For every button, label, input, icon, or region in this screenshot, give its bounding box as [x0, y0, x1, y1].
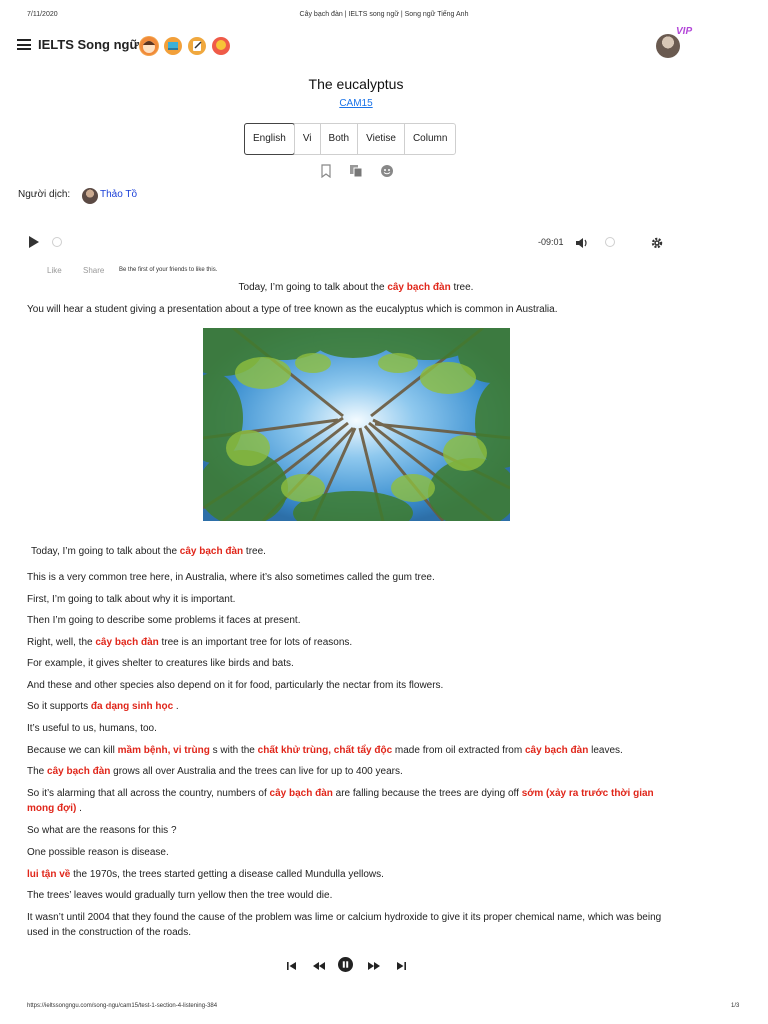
- tab-vi[interactable]: Vi: [294, 124, 320, 154]
- highlight-term[interactable]: cây bạch đàn: [387, 282, 451, 293]
- highlight-term[interactable]: lui tận về: [27, 869, 71, 880]
- highlight-term[interactable]: đa dạng sinh học: [90, 701, 174, 712]
- memo-emoji-icon: [187, 36, 207, 56]
- summary-sentence: You will hear a student giving a presentation about a type of tree known as the eucalyptus which is common in Australia.: [27, 304, 558, 315]
- sentence-17: It wasn’t until 2004 that they found the cause of the problem was lime or calcium hydroxide to give it its proper chemical name, which was being used in the construction of the roads.: [27, 912, 662, 938]
- copy-icon[interactable]: [349, 164, 363, 178]
- sentence-15: lui tận về the 1970s, the trees started getting a disease called Mundulla yellows.: [27, 869, 384, 880]
- bookmark-icon[interactable]: [319, 164, 333, 178]
- sentence-13: So what are the reasons for this ?: [27, 825, 177, 836]
- sentence-16: The trees’ leaves would gradually turn yellow then the tree would die.: [27, 890, 333, 901]
- sentence-5: Right, well, the cây bạch đàn tree is an important tree for lots of reasons.: [27, 637, 353, 648]
- highlight-term[interactable]: cây bạch đàn: [179, 546, 244, 557]
- translator-avatar[interactable]: [82, 188, 98, 204]
- article-title: The eucalyptus: [308, 76, 404, 92]
- sentence-4: Then I’m going to describe some problems it faces at present.: [27, 615, 301, 626]
- skip-next-icon[interactable]: [395, 959, 407, 977]
- sentence-8: So it supports đa dạng sinh học .: [27, 701, 179, 712]
- sentence-12: So it’s alarming that all across the country, numbers of cây bạch đàn are falling because the trees are dying off sớm (xảy ra trước thời gian mong đợi) .: [27, 788, 654, 814]
- eucalyptus-photo: [203, 328, 510, 521]
- pause-icon[interactable]: [338, 957, 353, 977]
- audio-time: -09:01: [538, 237, 564, 247]
- rewind-icon[interactable]: [312, 959, 326, 977]
- highlight-term[interactable]: cây bạch đàn: [269, 788, 333, 799]
- highlight-term[interactable]: sớm (xảy ra trước thời gian mong đợi): [27, 788, 654, 814]
- user-avatar[interactable]: [656, 34, 680, 58]
- highlight-term[interactable]: mầm bệnh, vi trùng: [117, 745, 210, 756]
- intro-sentence: Today, I’m going to talk about the cây bạch đàn tree.: [238, 282, 474, 293]
- sentence-9: It’s useful to us, humans, too.: [27, 723, 157, 734]
- sentence-7: And these and other species also depend on it for food, particularly the nectar from its flowers.: [27, 680, 444, 691]
- highlight-term[interactable]: chất khử trùng, chất tẩy độc: [257, 745, 393, 756]
- volume-icon[interactable]: [575, 236, 589, 248]
- sentence-14: One possible reason is disease.: [27, 847, 169, 858]
- sentence-10: Because we can kill mầm bệnh, vi trùng s with the chất khử trùng, chất tẩy độc made from oil extracted from cây bạch đàn leaves.: [27, 745, 623, 756]
- highlight-term[interactable]: cây bạch đàn: [524, 745, 589, 756]
- highlight-term[interactable]: cây bạch đàn: [95, 637, 159, 648]
- fb-share-button[interactable]: Share: [83, 266, 105, 275]
- language-tabs: [244, 123, 456, 155]
- sentence-11: The cây bạch đàn grows all over Australia and the trees can live for up to 400 years.: [27, 766, 403, 777]
- sentence-6: For example, it gives shelter to creatures like birds and bats.: [27, 658, 294, 669]
- fast-forward-icon[interactable]: [367, 959, 381, 977]
- tab-vietise[interactable]: Vietise: [357, 124, 404, 154]
- volume-slider-handle[interactable]: [605, 237, 615, 247]
- tab-both[interactable]: Both: [320, 124, 358, 154]
- sentence-3: First, I’m going to talk about why it is important.: [27, 594, 236, 605]
- print-date: 7/11/2020: [27, 11, 58, 18]
- hamburger-menu-icon[interactable]: [17, 39, 31, 50]
- fb-like-note: Be the first of your friends to like this.: [119, 267, 218, 273]
- light-emoji-icon: [211, 36, 231, 56]
- highlight-term[interactable]: cây bạch đàn: [47, 766, 111, 777]
- seek-slider-handle[interactable]: [52, 237, 62, 247]
- book-emoji-icon: [163, 36, 183, 56]
- play-icon[interactable]: [29, 236, 39, 248]
- girl-emoji-icon: [139, 36, 159, 56]
- vip-badge: VIP: [676, 26, 693, 37]
- print-doc-title: Cây bạch đàn | IELTS song ngữ | Song ngữ Tiếng Anh: [299, 11, 469, 18]
- site-brand[interactable]: IELTS Song ngữ: [38, 37, 139, 52]
- tab-column[interactable]: Column: [404, 124, 455, 154]
- footer-page-number: 1/3: [731, 1003, 740, 1009]
- sentence-2: This is a very common tree here, in Australia, where it’s also sometimes called the gum tree.: [27, 572, 435, 583]
- emoji-icon[interactable]: [380, 164, 394, 178]
- translator-name[interactable]: Thảo Tồ: [100, 189, 138, 200]
- fb-like-button[interactable]: Like: [47, 266, 62, 275]
- source-link[interactable]: CAM15: [339, 98, 373, 109]
- settings-gear-icon[interactable]: [651, 236, 663, 248]
- translator-label: Người dịch:: [18, 189, 71, 200]
- tab-english[interactable]: English: [244, 123, 295, 155]
- skip-previous-icon[interactable]: [286, 959, 298, 977]
- footer-url: https://ieltssongngu.com/song-ngu/cam15/test-1-section-4-listening-384: [27, 1003, 218, 1009]
- sentence-1: Today, I’m going to talk about the cây bạch đàn tree.: [31, 546, 266, 557]
